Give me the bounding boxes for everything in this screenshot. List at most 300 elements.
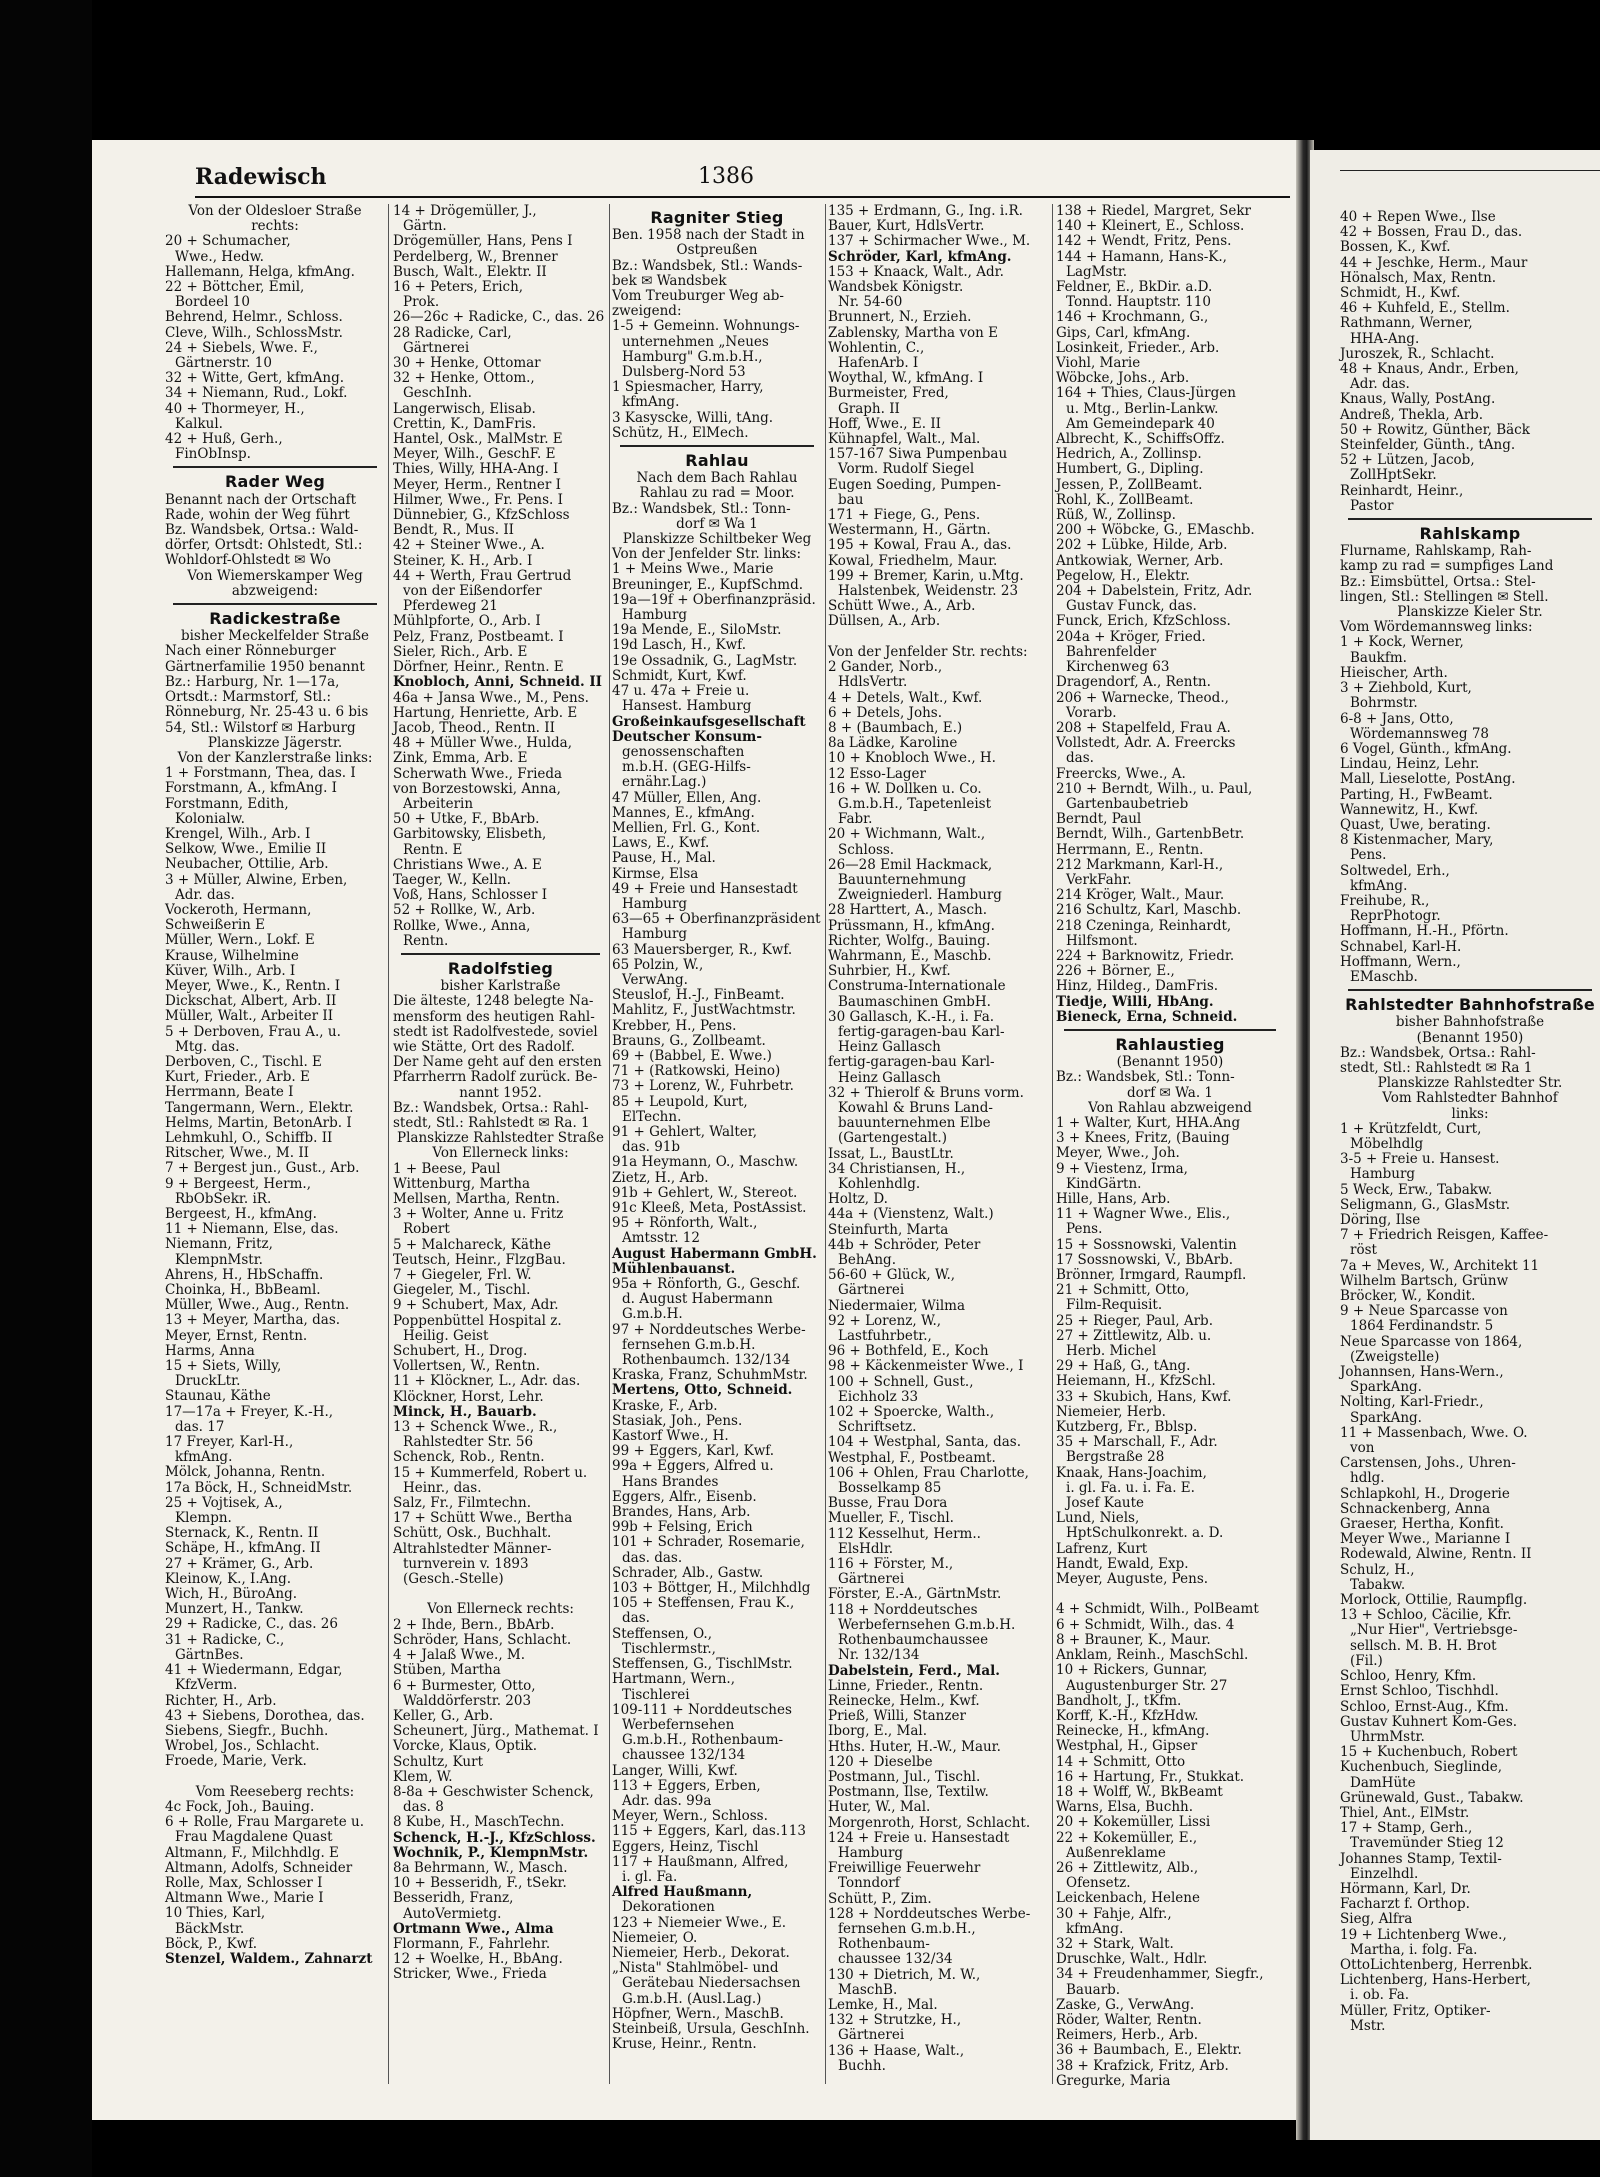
directory-entry: 4 + Detels, Walt., Kwf. xyxy=(828,689,983,706)
directory-entry: Von Ellerneck links: xyxy=(432,1145,569,1162)
directory-entry: HdlsVertr. xyxy=(838,674,908,691)
directory-entry: Kurt, Frieder., Arb. E xyxy=(165,1069,310,1086)
directory-entry: 43 + Siebens, Dorothea, das. xyxy=(165,1707,365,1724)
directory-entry: 171 + Fiege, G., Pens. xyxy=(828,507,981,524)
directory-entry: 7 + Bergest jun., Gust., Arb. xyxy=(165,1160,360,1177)
directory-entry: 3 + Knees, Fritz, (Bauing xyxy=(1056,1130,1230,1147)
directory-entry: 34 + Niemann, Rud., Lokf. xyxy=(165,385,348,402)
directory-entry: Bendt, R., Mus. II xyxy=(393,522,514,539)
directory-entry: Kastorf Wwe., H. xyxy=(612,1428,729,1445)
directory-entry: Wannewitz, H., Kwf. xyxy=(1340,801,1479,818)
directory-entry: Augustenburger Str. 27 xyxy=(1066,1677,1228,1694)
directory-entry: Humbert, G., Dipling. xyxy=(1056,461,1204,478)
directory-entry: Heiemann, H., KfzSchl. xyxy=(1056,1373,1216,1390)
directory-entry: 99a + Eggers, Alfred u. xyxy=(612,1458,774,1475)
directory-entry: Kowahl & Bruns Land- xyxy=(838,1099,993,1116)
directory-entry: Gärtnerei xyxy=(403,339,470,356)
directory-entry: kfmAng. xyxy=(1066,1920,1124,1937)
directory-entry: unternehmen „Neues xyxy=(622,333,769,350)
directory-entry: Perdelberg, W., Brenner xyxy=(393,248,558,265)
directory-entry: Holtz, D. xyxy=(828,1191,888,1208)
directory-entry: 15 + Kummerfeld, Robert u. xyxy=(393,1464,588,1481)
directory-entry: 69 + (Babbel, E. Wwe.) xyxy=(612,1047,772,1064)
directory-entry: 18 + Wolff, W., BkBeamt xyxy=(1056,1783,1223,1800)
directory-entry: Eggers, Alfr., Eisenb. xyxy=(612,1488,757,1505)
directory-entry: 27 + Krämer, G., Arb. xyxy=(165,1555,314,1572)
directory-entry: Breuninger, E., KupfSchmd. xyxy=(612,576,804,593)
directory-entry: Hoffmann, Wern., xyxy=(1340,953,1461,970)
section-separator xyxy=(173,603,377,605)
directory-entry: 115 + Eggers, Karl, das.113 xyxy=(612,1823,806,1840)
directory-entry: Vom Rahlstedter Bahnhof xyxy=(1382,1090,1558,1107)
directory-entry: Hamburg xyxy=(838,1844,904,1861)
street-heading: Radickestraße xyxy=(209,609,341,629)
directory-entry: 30 Gallasch, K.-H., i. Fa. xyxy=(828,1008,995,1025)
directory-entry: Travemünder Stieg 12 xyxy=(1350,1835,1504,1852)
directory-entry: 106 + Ohlen, Frau Charlotte, xyxy=(828,1464,1029,1481)
directory-entry: Flurname, Rahlskamp, Rah- xyxy=(1340,543,1532,560)
directory-entry: 99b + Felsing, Erich xyxy=(612,1519,753,1536)
directory-entry: Planskizze Jägerstr. xyxy=(207,734,343,751)
directory-entry: Kirchenweg 63 xyxy=(1066,659,1170,676)
directory-entry: 25 + Rieger, Paul, Arb. xyxy=(1056,1312,1213,1329)
directory-entry: 8 Kistenmacher, Mary, xyxy=(1340,832,1494,849)
directory-entry: 42 + Steiner Wwe., A. xyxy=(393,537,545,554)
directory-entry: Dickschat, Albert, Arb. II xyxy=(165,993,337,1010)
directory-entry: 47 Müller, Ellen, Ang. xyxy=(612,789,762,806)
directory-entry: Tabakw. xyxy=(1350,1576,1406,1593)
directory-entry: 91a Heymann, O., Maschw. xyxy=(612,1154,799,1171)
directory-entry: Steiner, K. H., Arb. I xyxy=(393,552,533,569)
directory-column-1 xyxy=(165,204,385,2074)
directory-entry: Harms, Anna xyxy=(165,1342,255,1359)
directory-entry: Rollke, Wwe., Anna, xyxy=(393,917,531,934)
directory-entry: Zablensky, Martha von E xyxy=(828,324,998,341)
directory-entry: Baumaschinen GmbH. xyxy=(838,993,991,1010)
directory-entry: Dragendorf, A., Rentn. xyxy=(1056,674,1211,691)
directory-entry: 1 + Krützfeldt, Curt, xyxy=(1340,1120,1482,1137)
directory-entry: KindGärtn. xyxy=(1066,1175,1142,1192)
directory-entry: Rothenbaum- xyxy=(838,1936,930,1953)
directory-entry: Krause, Wilhelmine xyxy=(165,947,299,964)
directory-entry: Burmeister, Fred, xyxy=(828,385,949,402)
directory-entry: Freercks, Wwe., A. xyxy=(1056,765,1186,782)
directory-entry: Adr. das. xyxy=(175,886,235,903)
directory-entry: Flormann, F., Fahrlehr. xyxy=(393,1935,551,1952)
directory-entry: rechts: xyxy=(251,218,299,235)
directory-entry: Dabelstein, Ferd., Mal. xyxy=(828,1662,1000,1679)
directory-entry: Josef Kaute xyxy=(1066,1495,1144,1512)
directory-entry: 9 + Schubert, Max, Adr. xyxy=(393,1297,559,1314)
directory-entry: Döring, Ilse xyxy=(1340,1212,1421,1228)
directory-entry: Hartmann, Wern., xyxy=(612,1671,736,1688)
directory-entry: Küver, Wilh., Arb. I xyxy=(165,962,296,979)
directory-entry: Altrahlstedter Männer- xyxy=(393,1540,552,1557)
directory-entry: Gips, Carl, kfmAng. xyxy=(1056,324,1191,341)
directory-entry: Film-Requisit. xyxy=(1066,1297,1163,1314)
directory-entry: Wohlentin, C., xyxy=(828,339,925,356)
directory-entry: 29 + Haß, G., tAng. xyxy=(1056,1358,1191,1375)
directory-entry: Brunnert, N., Erzieh. xyxy=(828,309,972,326)
directory-entry: Schultz, Kurt xyxy=(393,1753,483,1770)
directory-entry: Thiel, Ant., ElMstr. xyxy=(1340,1804,1470,1821)
directory-entry: Behrend, Helmr., Schloss. xyxy=(165,309,343,326)
directory-entry: Eichholz 33 xyxy=(838,1388,919,1405)
directory-entry: GeschInh. xyxy=(403,385,472,402)
directory-entry: Deutscher Konsum- xyxy=(612,728,762,745)
directory-entry: GärtnBes. xyxy=(175,1646,244,1663)
directory-entry: 44 + Jeschke, Herm., Maur xyxy=(1340,254,1528,271)
directory-entry: Freihube, R., xyxy=(1340,892,1430,909)
directory-entry: 101 + Schrader, Rosemarie, xyxy=(612,1534,805,1551)
directory-entry: Staunau, Käthe xyxy=(165,1388,271,1405)
directory-entry: Schulz, H., xyxy=(1340,1561,1415,1578)
directory-entry: Düllsen, A., Arb. xyxy=(828,613,941,630)
directory-entry: Mellien, Frl. G., Kont. xyxy=(612,819,761,836)
directory-entry: 7 + Giegeler, Frl. W. xyxy=(393,1267,532,1284)
directory-entry: das. 17 xyxy=(175,1418,225,1435)
street-heading: Rahlau xyxy=(685,451,749,471)
directory-entry: Schlapkohl, H., Drogerie xyxy=(1340,1485,1510,1502)
page-running-title: Radewisch xyxy=(195,164,327,190)
directory-entry: Steinfurth, Marta xyxy=(828,1221,949,1238)
directory-entry: stedt, Stl.: Rahlstedt ✉ Ra 1 xyxy=(1340,1059,1533,1076)
directory-entry: Sternack, K., Rentn. II xyxy=(165,1525,319,1542)
directory-entry: Grünewald, Gust., Tabakw. xyxy=(1340,1789,1524,1806)
directory-entry: u. Mtg., Berlin-Lankw. xyxy=(1066,400,1219,417)
directory-entry: 1 + Forstmann, Thea, das. I xyxy=(165,765,356,782)
directory-entry: 65 Polzin, W., xyxy=(612,956,704,973)
directory-entry: 120 + Dieselbe xyxy=(828,1753,933,1770)
directory-entry: Knaak, Hans-Joachim, xyxy=(1056,1464,1207,1481)
directory-entry: 98 + Käckenmeister Wwe., I xyxy=(828,1358,1024,1375)
directory-entry: Besseridh, Franz, xyxy=(393,1890,514,1907)
directory-entry: Prüssmann, H., kfmAng. xyxy=(828,917,995,934)
directory-entry: Reimers, Herb., Arb. xyxy=(1056,2027,1199,2044)
street-heading: Ragniter Stieg xyxy=(650,208,784,227)
directory-entry: Rodewald, Alwine, Rentn. II xyxy=(1340,1546,1532,1563)
directory-entry: Frau Magdalene Quast xyxy=(175,1829,333,1846)
directory-entry: Freiwillige Feuerwehr xyxy=(828,1860,981,1877)
directory-entry: Müller, Wwe., Aug., Rentn. xyxy=(165,1297,350,1314)
directory-entry: fertig-garagen-bau Karl- xyxy=(838,1023,1005,1040)
directory-entry: Pelz, Franz, Postbeamt. I xyxy=(393,628,564,645)
directory-entry: Altmann, Adolfs, Schneider xyxy=(165,1859,353,1876)
directory-entry: 97 + Norddeutsches Werbe- xyxy=(612,1321,806,1338)
directory-entry: Schmidt, H., Kwf. xyxy=(1340,285,1461,302)
directory-entry: Hörmann, Karl, Dr. xyxy=(1340,1880,1471,1897)
directory-entry: 6 + Schmidt, Wilh., das. 4 xyxy=(1056,1616,1235,1633)
directory-entry: Reinecke, Helm., Kwf. xyxy=(828,1692,980,1709)
directory-column-2 xyxy=(393,204,608,2074)
directory-entry: genossenschaften xyxy=(622,743,745,760)
directory-entry: Vorm. Rudolf Siegel xyxy=(838,461,975,478)
directory-entry xyxy=(828,630,1050,645)
directory-entry: 7 + Friedrich Reisgen, Kaffee- xyxy=(1340,1227,1549,1244)
directory-entry: 22 + Kokemüller, E., xyxy=(1056,1829,1198,1846)
directory-entry: 91b + Gehlert, W., Stereot. xyxy=(612,1184,798,1201)
directory-entry: Schütz, H., ElMech. xyxy=(612,424,749,441)
directory-entry: links: xyxy=(1451,1105,1489,1122)
directory-column-6 xyxy=(1340,210,1600,2080)
directory-entry: Linne, Frieder., Rentn. xyxy=(828,1677,984,1694)
directory-entry: Von Wiemerskamper Weg xyxy=(187,567,363,584)
directory-entry: Hieischer, Arth. xyxy=(1340,664,1448,681)
directory-entry: 202 + Lübke, Hilde, Arb. xyxy=(1056,537,1228,554)
directory-entry: kfmAng. xyxy=(175,1449,233,1466)
directory-entry: 31 + Radicke, C., xyxy=(165,1631,285,1648)
directory-entry: 1864 Ferdinandstr. 5 xyxy=(1350,1318,1494,1335)
directory-entry: Westphal, F., Postbeamt. xyxy=(828,1449,996,1466)
directory-entry: Mstr. xyxy=(1350,2017,1386,2034)
directory-entry: DamHüte xyxy=(1350,1774,1416,1791)
directory-entry: Rahlstedter Str. 56 xyxy=(403,1434,534,1451)
directory-entry: G.m.b.H., Rothenbaum- xyxy=(622,1732,784,1749)
directory-entry: 63—65 + Oberfinanzpräsident xyxy=(612,911,821,928)
directory-entry: Fabr. xyxy=(838,811,873,828)
directory-entry: Schröder, Hans, Schlacht. xyxy=(393,1631,572,1648)
directory-entry: Postmann, Jul., Tischl. xyxy=(828,1768,981,1785)
directory-entry: 142 + Wendt, Fritz, Pens. xyxy=(1056,233,1232,250)
directory-entry: Lichtenberg, Hans-Herbert, xyxy=(1340,1972,1531,1989)
directory-entry: 1-5 + Gemeinn. Wohnungs- xyxy=(612,318,800,335)
directory-entry: Reinhardt, Heinr., xyxy=(1340,482,1464,499)
directory-entry: Planskizze Schiltbeker Weg xyxy=(622,531,812,548)
directory-entry: Vockeroth, Hermann, xyxy=(165,901,312,918)
directory-entry: Arbeiterin xyxy=(403,795,474,812)
directory-entry: 28 Radicke, Carl, xyxy=(393,324,512,341)
directory-entry: Buchh. xyxy=(838,2057,886,2074)
directory-entry: Herrmann, Beate I xyxy=(165,1084,294,1101)
directory-entry: 8a Lädke, Karoline xyxy=(828,735,958,752)
directory-entry: 218 Czeninga, Reinhardt, xyxy=(1056,917,1232,934)
directory-entry: Neue Sparcasse von 1864, xyxy=(1340,1333,1523,1350)
directory-entry: Meyer, Wwe., Joh. xyxy=(1056,1145,1180,1162)
directory-entry: Mölck, Johanna, Rentn. xyxy=(165,1464,326,1481)
directory-entry: dorf ✉ Wa 1 xyxy=(676,515,758,532)
directory-entry: Nach dem Bach Rahlau xyxy=(636,470,798,487)
directory-entry: Klem, W. xyxy=(393,1768,453,1785)
directory-entry: 3 Kasyscke, Willi, tAng. xyxy=(612,409,774,426)
directory-entry: Niedermaier, Wilma xyxy=(828,1297,966,1314)
directory-entry: Werbefernsehen xyxy=(622,1716,735,1733)
directory-entry: 206 + Warnecke, Theod., xyxy=(1056,689,1229,706)
directory-entry: 40 + Thormeyer, H., xyxy=(165,400,305,417)
directory-entry: 210 + Berndt, Wilh., u. Paul, xyxy=(1056,780,1253,797)
directory-entry: wie Stätte, Ort des Radolf. xyxy=(393,1038,575,1055)
directory-entry: 17 Sossnowski, V., BbArb. xyxy=(1056,1251,1234,1268)
directory-entry: Vorcke, Klaus, Optik. xyxy=(393,1738,537,1755)
directory-entry: Bz. Wandsbek, Ortsa.: Wald- xyxy=(165,522,359,539)
directory-entry: 1 + Kock, Werner, xyxy=(1340,634,1464,651)
directory-entry: Bergeest, H., kfmAng. xyxy=(165,1206,317,1222)
directory-entry: Rönneburg, Nr. 25-43 u. 6 bis xyxy=(165,704,369,721)
directory-entry: Wochnik, P., KlempnMstr. xyxy=(393,1844,589,1861)
directory-entry: 157-167 Siwa Pumpenbau xyxy=(828,446,1008,463)
directory-entry: Schäpe, H., kfmAng. II xyxy=(165,1540,321,1557)
directory-entry: Parting, H., FwBeamt. xyxy=(1340,786,1493,803)
directory-entry: Niemann, Fritz, xyxy=(165,1236,273,1253)
directory-entry: 8a Behrmann, W., Masch. xyxy=(393,1859,568,1876)
directory-entry: Röder, Walter, Rentn. xyxy=(1056,2011,1202,2028)
directory-entry: 48 + Müller Wwe., Hulda, xyxy=(393,735,573,752)
directory-entry: i. gl. Fa. u. i. Fa. E. xyxy=(1066,1479,1195,1496)
directory-entry: Rothenbaumch. 132/134 xyxy=(622,1352,791,1369)
directory-entry: Pastor xyxy=(1350,497,1394,514)
directory-entry: 40 + Repen Wwe., Ilse xyxy=(1340,209,1496,225)
directory-entry: G.m.b.H., Tapetenleist xyxy=(838,795,991,812)
directory-entry: chaussee 132/134 xyxy=(622,1747,746,1764)
directory-entry: „Nur Hier", Vertriebsge- xyxy=(1350,1622,1518,1639)
directory-entry: Mueller, F., Tischl. xyxy=(828,1510,954,1527)
directory-entry: 14 + Schmitt, Otto xyxy=(1056,1753,1186,1770)
directory-entry: Richter, H., Arb. xyxy=(165,1692,277,1709)
directory-entry: 30 + Henke, Ottomar xyxy=(393,355,541,372)
directory-entry: Soltwedel, Erh., xyxy=(1340,862,1450,879)
directory-entry: das. 8 xyxy=(403,1799,444,1816)
directory-entry: Morgenroth, Horst, Schlacht. xyxy=(828,1814,1031,1831)
directory-entry: 1 Spiesmacher, Harry, xyxy=(612,379,764,396)
directory-entry: Kalkul. xyxy=(175,415,223,432)
directory-entry: 123 + Niemeier Wwe., E. xyxy=(612,1914,787,1931)
directory-entry: 6 Vogel, Günth., kfmAng. xyxy=(1340,740,1512,757)
directory-entry: 10 + Knobloch Wwe., H. xyxy=(828,750,996,767)
directory-entry: 3 + Wolter, Anne u. Fritz xyxy=(393,1206,564,1223)
directory-entry: 5 + Derboven, Frau A., u. xyxy=(165,1023,341,1040)
directory-entry: Dulsberg-Nord 53 xyxy=(622,364,746,381)
directory-entry: stedt ist Radolfvestede, soviel xyxy=(393,1023,598,1040)
directory-entry: Teutsch, Heinr., FlzgBau. xyxy=(393,1251,566,1268)
directory-entry: Knaus, Wally, PostAng. xyxy=(1340,391,1496,408)
directory-entry: Hamburg xyxy=(1350,1166,1416,1183)
directory-entry: Gerätebau Niedersachsen xyxy=(622,1975,801,1992)
directory-entry: 214 Kröger, Walt., Maur. xyxy=(1056,887,1225,904)
directory-entry: Niemeier, O. xyxy=(612,1929,698,1946)
directory-entry: Kleinow, K., I.Ang. xyxy=(165,1570,292,1587)
directory-entry: 3 + Ziehbold, Kurt, xyxy=(1340,680,1472,697)
directory-entry: Seligmann, G., GlasMstr. xyxy=(1340,1196,1511,1213)
directory-entry: Rentn. xyxy=(403,932,449,949)
directory-entry: Ostpreußen xyxy=(676,242,758,259)
directory-entry: Hansest. Hamburg xyxy=(622,698,752,715)
directory-entry: Hamburg xyxy=(622,607,688,624)
directory-entry: 204a + Kröger, Fried. xyxy=(1056,628,1206,645)
directory-entry: Stenzel, Waldem., Zahnarzt xyxy=(165,1950,373,1967)
directory-entry: 99 + Eggers, Karl, Kwf. xyxy=(612,1443,775,1460)
section-separator xyxy=(1064,1029,1276,1031)
directory-entry: Wohldorf-Ohlstedt ✉ Wo xyxy=(165,552,331,569)
directory-entry: 95a + Rönforth, G., Geschf. xyxy=(612,1276,801,1293)
directory-entry: Meyer, Wern., Schloss. xyxy=(612,1808,768,1825)
directory-entry: Zietz, H., Arb. xyxy=(612,1169,709,1186)
section-separator xyxy=(620,445,814,447)
directory-entry: Planskizze Rahlstedter Straße xyxy=(397,1130,604,1147)
directory-entry: i. ob. Fa. xyxy=(1350,1987,1410,2004)
directory-entry: UhrmMstr. xyxy=(1350,1728,1425,1745)
directory-entry: Bahrenfelder xyxy=(1066,643,1157,660)
directory-entry: BehAng. xyxy=(838,1252,896,1269)
directory-entry: Wandsbek Königstr. xyxy=(828,279,964,296)
directory-entry: 103 + Böttger, H., Milchhdlg xyxy=(612,1580,811,1597)
directory-entry: Hartung, Henriette, Arb. E xyxy=(393,704,578,721)
directory-entry: 146 + Krochmann, G., xyxy=(1056,309,1209,326)
directory-entry: Walddörferstr. 203 xyxy=(403,1692,532,1709)
directory-entry: Westermann, H., Gärtn. xyxy=(828,522,991,539)
directory-entry: Zaske, G., VerwAng. xyxy=(1056,1996,1195,2013)
directory-entry: Bröcker, W., Kondit. xyxy=(1340,1288,1476,1305)
directory-entry xyxy=(165,1770,385,1785)
directory-entry: Forstmann, Edith, xyxy=(165,795,289,812)
directory-entry: Rathmann, Werner, xyxy=(1340,315,1473,332)
directory-entry: 91c Kleeß, Meta, PostAssist. xyxy=(612,1200,807,1216)
directory-entry: 36 + Baumbach, E., Elektr. xyxy=(1056,2042,1242,2059)
directory-entry: Hedrich, A., Zollinsp. xyxy=(1056,446,1202,463)
directory-entry: Brandes, Hans, Arb. xyxy=(612,1504,751,1521)
directory-entry: Ofensetz. xyxy=(1066,1875,1131,1892)
directory-entry: Munzert, H., Tankw. xyxy=(165,1601,304,1618)
directory-entry: 15 + Sossnowski, Valentin xyxy=(1056,1236,1237,1253)
directory-entry: hdlg. xyxy=(1350,1470,1385,1487)
directory-entry: bisher Bahnhofstraße xyxy=(1395,1014,1545,1031)
directory-entry: „Nista" Stahlmöbel- und xyxy=(612,1960,779,1977)
directory-entry: Westphal, H., Gipser xyxy=(1056,1738,1198,1755)
directory-entry: Construma-Internationale xyxy=(828,978,1006,995)
directory-entry: Gregurke, Maria xyxy=(1056,2072,1171,2089)
directory-entry: 17a Böck, H., SchneidMstr. xyxy=(165,1479,353,1496)
directory-entry: Vom Reeseberg rechts: xyxy=(195,1783,355,1800)
directory-entry: Wwe., Hedw. xyxy=(175,248,264,265)
directory-entry: dörfer, Ortsdt: Ohlstedt, Stl.: xyxy=(165,537,363,554)
directory-entry: 16 + Peters, Erich, xyxy=(393,279,524,296)
directory-entry: 10 + Rickers, Gunnar, xyxy=(1056,1662,1208,1679)
directory-entry: Bauarb. xyxy=(1066,1981,1121,1998)
directory-entry: Kutzberg, Fr., Bblsp. xyxy=(1056,1419,1198,1436)
directory-entry: Christians Wwe., A. E xyxy=(393,856,542,873)
directory-entry: BäckMstr. xyxy=(175,1920,245,1937)
directory-entry: Tischlerei xyxy=(622,1686,690,1703)
directory-entry: Förster, E.-A., GärtnMstr. xyxy=(828,1586,1002,1603)
directory-entry: Crettin, K., DamFris. xyxy=(393,415,537,432)
directory-entry: 47 u. 47a + Freie u. xyxy=(612,683,750,700)
directory-entry: Bz.: Wandsbek, Stl.: Tonn- xyxy=(612,500,791,517)
directory-entry: Minck, H., Bauarb. xyxy=(393,1403,537,1420)
directory-entry: Krebber, H., Pens. xyxy=(612,1017,737,1034)
directory-entry: Kuchenbuch, Sieglinde, xyxy=(1340,1759,1503,1776)
directory-entry: Gärtnerei xyxy=(838,2027,905,2044)
directory-entry: Keller, G., Arb. xyxy=(393,1707,494,1724)
directory-entry: Berndt, Paul xyxy=(1056,811,1142,828)
directory-entry: Tonndorf xyxy=(838,1875,900,1892)
directory-entry: bauunternehmen Elbe xyxy=(838,1115,991,1132)
page-number: 1386 xyxy=(698,164,754,189)
directory-entry: Bz.: Wandsbek, Ortsa.: Rahl- xyxy=(393,1099,589,1116)
directory-entry: (Gesch.-Stelle) xyxy=(403,1571,504,1588)
directory-entry: Gärtnerstr. 10 xyxy=(175,355,272,372)
directory-entry: 6 + Detels, Johs. xyxy=(828,704,942,721)
directory-entry: Planskizze Kieler Str. xyxy=(1397,604,1543,621)
directory-entry: Steinfelder, Günth., tAng. xyxy=(1340,437,1516,454)
directory-entry: lingen, Stl.: Stellingen ✉ Stell. xyxy=(1340,588,1549,605)
directory-entry: 224 + Barknowitz, Friedr. xyxy=(1056,947,1235,964)
directory-entry: Außenreklame xyxy=(1066,1844,1166,1861)
directory-entry: Johannes Stamp, Textil- xyxy=(1340,1850,1502,1867)
directory-entry: Vollstedt, Adr. A. Freercks xyxy=(1056,735,1236,752)
facing-header-rule xyxy=(1340,170,1600,171)
directory-entry: Nr. 54-60 xyxy=(838,294,903,311)
directory-entry: 15 + Kuchenbuch, Robert xyxy=(1340,1744,1518,1761)
directory-entry: Von Ellerneck rechts: xyxy=(427,1601,574,1618)
directory-entry: Stüben, Martha xyxy=(393,1662,501,1679)
